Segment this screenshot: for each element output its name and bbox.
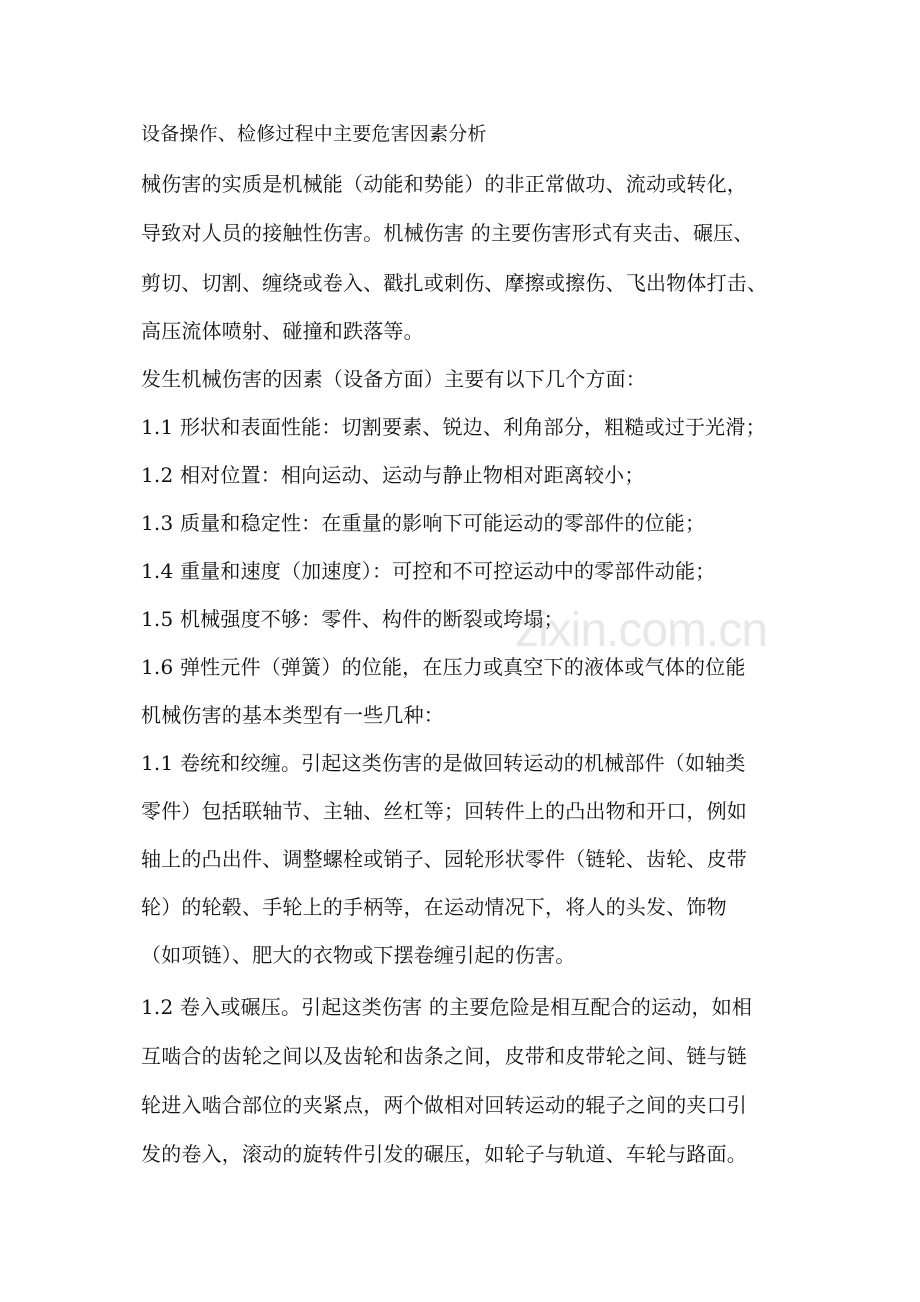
text-line: 1.4 重量和速度（加速度）：可控和不可控运动中的零部件动能； [141,559,716,583]
watermark: zixin.com.cn [515,604,768,657]
text-line: 械伤害的实质是机械能（动能和势能）的非正常做功、流动或转化， [141,172,747,196]
document-title: 设备操作、检修过程中主要危害因素分析 [141,123,487,145]
text-line: 高压流体喷射、碰撞和跌落等。 [141,319,424,343]
text-line: 1.1 形状和表面性能：切割要素、锐边、利角部分，粗糙或过于光滑； [141,415,766,439]
text-line: 1.1 卷统和绞缠。引起这类伤害的是做回转运动的机械部件（如轴类 [141,751,746,775]
text-line: （如项链）、肥大的衣物或下摆卷缠引起的伤害。 [141,943,576,967]
text-line: 1.3 质量和稳定性：在重量的影响下可能运动的零部件的位能； [141,511,706,535]
text-line: 剪切、切割、缠绕或卷入、戳扎或刺伤、摩擦或擦伤、飞出物体打击、 [141,271,768,295]
text-line: 发生机械伤害的因素（设备方面）主要有以下几个方面： [141,367,646,391]
text-line: 机械伤害的基本类型有一些几种： [141,703,444,727]
text-line: 零件）包括联轴节、主轴、丝杠等；回转件上的凸出物和开口，例如 [141,799,747,823]
text-line: 轴上的凸出件、调整螺栓或销子、园轮形状零件（链轮、齿轮、皮带 [141,847,747,871]
text-line: 轮）的轮毂、手轮上的手柄等，在运动情况下，将人的头发、饰物 [141,895,727,919]
text-line: 1.6 弹性元件（弹簧）的位能，在压力或真空下的液体或气体的位能 [141,655,746,679]
text-line: 1.5 机械强度不够：零件、构件的断裂或垮塌； [141,607,564,631]
text-line: 导致对人员的接触性伤害。机械伤害 的主要伤害形式有夹击、碾压、 [141,221,754,245]
text-line: 1.2 卷入或碾压。引起这类伤害 的主要危险是相互配合的运动，如相 [141,995,753,1019]
text-line: 1.2 相对位置：相向运动、运动与静止物相对距离较小； [141,463,645,487]
text-line: 发的卷入，滚动的旋转件引发的碾压，如轮子与轨道、车轮与路面。 [141,1142,747,1166]
text-line: 轮进入啮合部位的夹紧点，两个做相对回转运动的辊子之间的夹口引 [141,1093,747,1117]
text-line: 互啮合的齿轮之间以及齿轮和齿条之间，皮带和皮带轮之间、链与链 [141,1044,747,1068]
